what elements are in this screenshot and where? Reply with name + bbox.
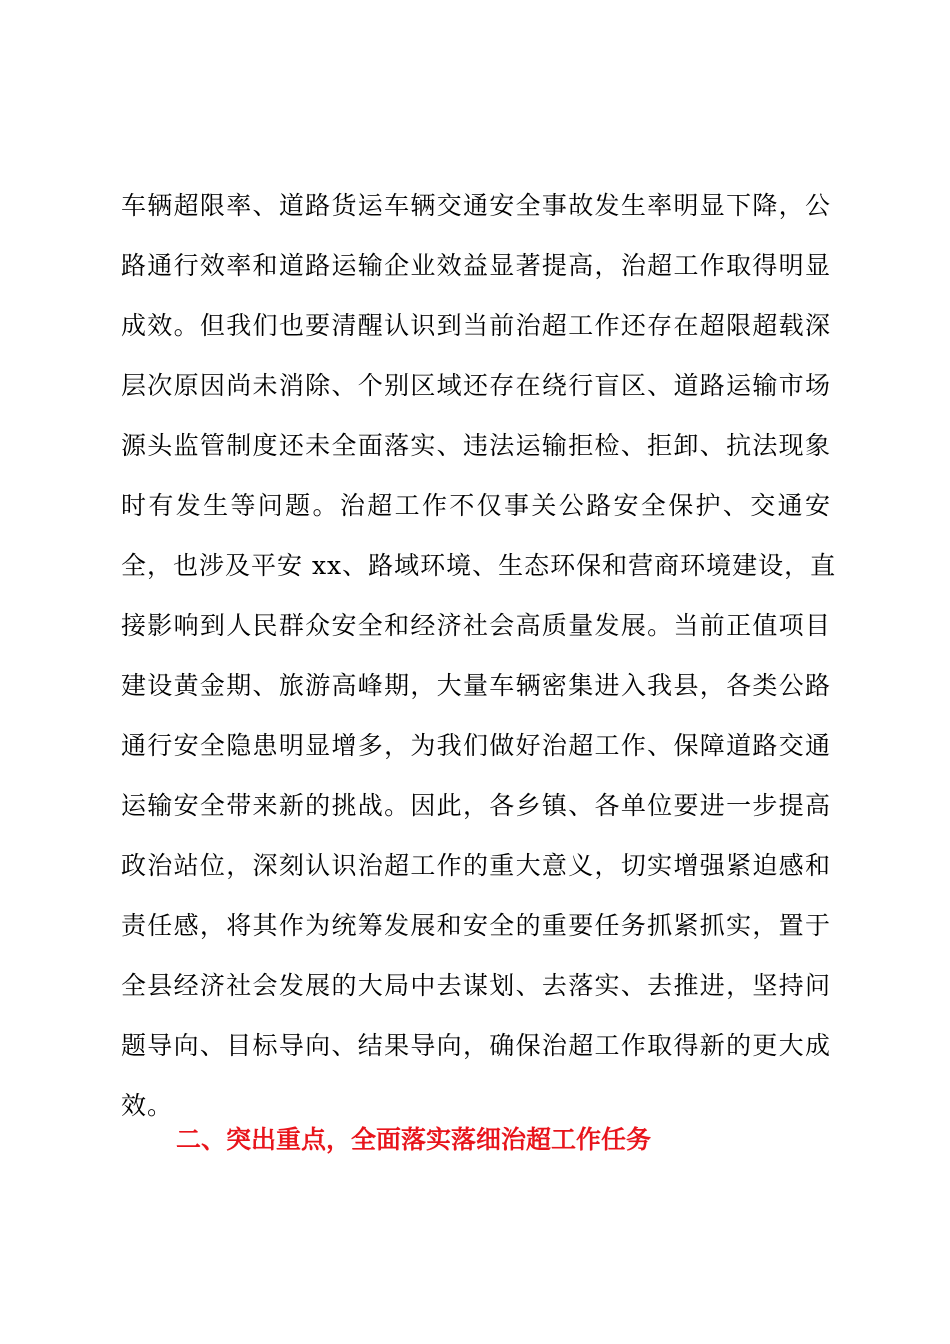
paragraph-line-10: 通行安全隐患明显增多，为我们做好治超工作、保障道路交通 — [121, 731, 831, 760]
paragraph-line-16: 效。 — [121, 1091, 174, 1120]
paragraph-line-11: 运输安全带来新的挑战。因此，各乡镇、各单位要进一步提高 — [121, 791, 831, 820]
paragraph-line-9: 建设黄金期、旅游高峰期，大量车辆密集进入我县，各类公路 — [121, 671, 831, 700]
paragraph-line-4: 层次原因尚未消除、个别区域还存在绕行盲区、道路运输市场 — [121, 371, 831, 400]
paragraph-line-3: 成效。但我们也要清醒认识到当前治超工作还存在超限超载深 — [121, 311, 831, 340]
paragraph-line-6: 时有发生等问题。治超工作不仅事关公路安全保护、交通安 — [121, 491, 831, 520]
section-heading: 二、突出重点，全面落实落细治超工作任务 — [176, 1125, 652, 1154]
paragraph-line-7: 全，也涉及平安 xx、路域环境、生态环保和营商环境建设，直 — [121, 551, 837, 580]
paragraph-line-13: 责任感，将其作为统筹发展和安全的重要任务抓紧抓实，置于 — [121, 911, 831, 940]
paragraph-line-12: 政治站位，深刻认识治超工作的重大意义，切实增强紧迫感和 — [121, 851, 831, 880]
paragraph-line-8: 接影响到人民群众安全和经济社会高质量发展。当前正值项目 — [121, 611, 831, 640]
body-paragraph — [121, 176, 837, 1136]
paragraph-line-1: 车辆超限率、道路货运车辆交通安全事故发生率明显下降，公 — [121, 191, 831, 220]
paragraph-line-15: 题导向、目标导向、结果导向，确保治超工作取得新的更大成 — [121, 1031, 831, 1060]
paragraph-line-5: 源头监管制度还未全面落实、违法运输拒检、拒卸、抗法现象 — [121, 431, 831, 460]
paragraph-line-2: 路通行效率和道路运输企业效益显著提高，治超工作取得明显 — [121, 251, 831, 280]
paragraph-line-14: 全县经济社会发展的大局中去谋划、去落实、去推进，坚持问 — [121, 971, 831, 1000]
